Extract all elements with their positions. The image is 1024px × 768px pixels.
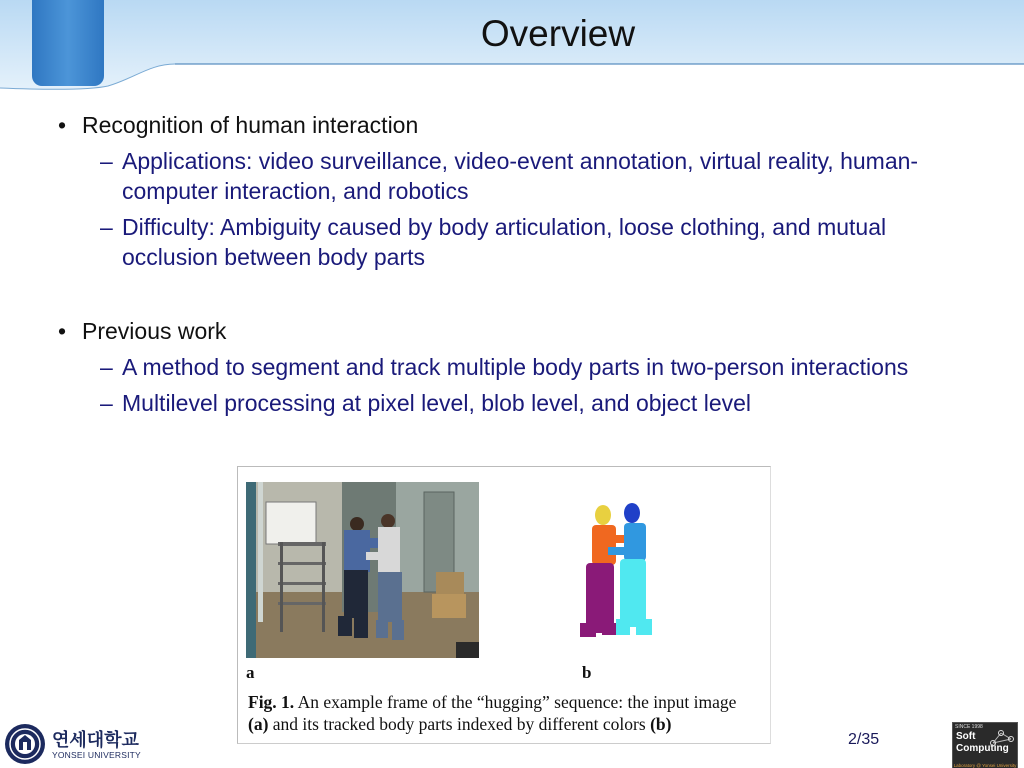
bullet-previous-work xyxy=(58,316,958,346)
subitem-multilevel xyxy=(58,388,958,418)
lab-since: SINCE 1998 xyxy=(955,724,983,730)
yonsei-university-logo xyxy=(2,722,152,766)
caption-text-1: An example frame of the “hugging” sequence: the input image xyxy=(297,692,737,712)
bullet-recognition xyxy=(58,110,958,140)
figure-label-a: a xyxy=(246,663,255,682)
network-icon xyxy=(989,729,1015,747)
lab-subtitle: Laboratory @ Yonsei University xyxy=(953,763,1017,768)
caption-ref-b: (b) xyxy=(650,714,672,734)
dash: – xyxy=(100,354,113,380)
slide-title: Overview xyxy=(480,13,636,54)
subitem-segment-method xyxy=(58,352,958,382)
soft-computing-lab-logo xyxy=(952,722,1018,768)
dash: – xyxy=(100,214,113,240)
lab-name-soft: Soft xyxy=(956,731,976,742)
yonsei-korean-name: 연세대학교 xyxy=(52,730,139,751)
figure-caption xyxy=(248,691,763,735)
bullet-dot: • xyxy=(58,318,67,344)
input-image xyxy=(246,482,479,658)
yonsei-english-name: YONSEI UNIVERSITY xyxy=(52,750,141,760)
caption-text-2: and its tracked body parts indexed by different colors xyxy=(272,714,646,734)
bullet-dot: • xyxy=(58,112,67,138)
caption-prefix: Fig. 1. xyxy=(248,692,295,712)
lab-name-computing: Computing xyxy=(956,743,1009,754)
bullet-text: Recognition of human interaction xyxy=(82,112,419,138)
slide-content xyxy=(58,110,958,418)
figure-hugging-sequence xyxy=(237,466,771,744)
subitem-difficulty xyxy=(58,212,958,272)
dash: – xyxy=(100,390,113,416)
subitem-text: Multilevel processing at pixel level, blob level, and object level xyxy=(122,390,752,416)
subitem-applications xyxy=(58,146,958,206)
figure-label-b: b xyxy=(582,663,592,682)
subitem-text: A method to segment and track multiple body parts in two-person interactions xyxy=(122,354,909,380)
bullet-text: Previous work xyxy=(82,318,227,344)
yonsei-seal-icon xyxy=(2,722,48,766)
subitem-text: Applications: video surveillance, video-event annotation, virtual reality, human-computer interaction, and robotics xyxy=(122,148,919,204)
tracked-body-parts-image xyxy=(558,497,678,647)
caption-ref-a: (a) xyxy=(248,714,269,734)
dash: – xyxy=(100,148,113,174)
page-number: 2/35 xyxy=(848,731,880,748)
subitem-text: Difficulty: Ambiguity caused by body articulation, loose clothing, and mutual occlusion between body parts xyxy=(122,214,887,270)
